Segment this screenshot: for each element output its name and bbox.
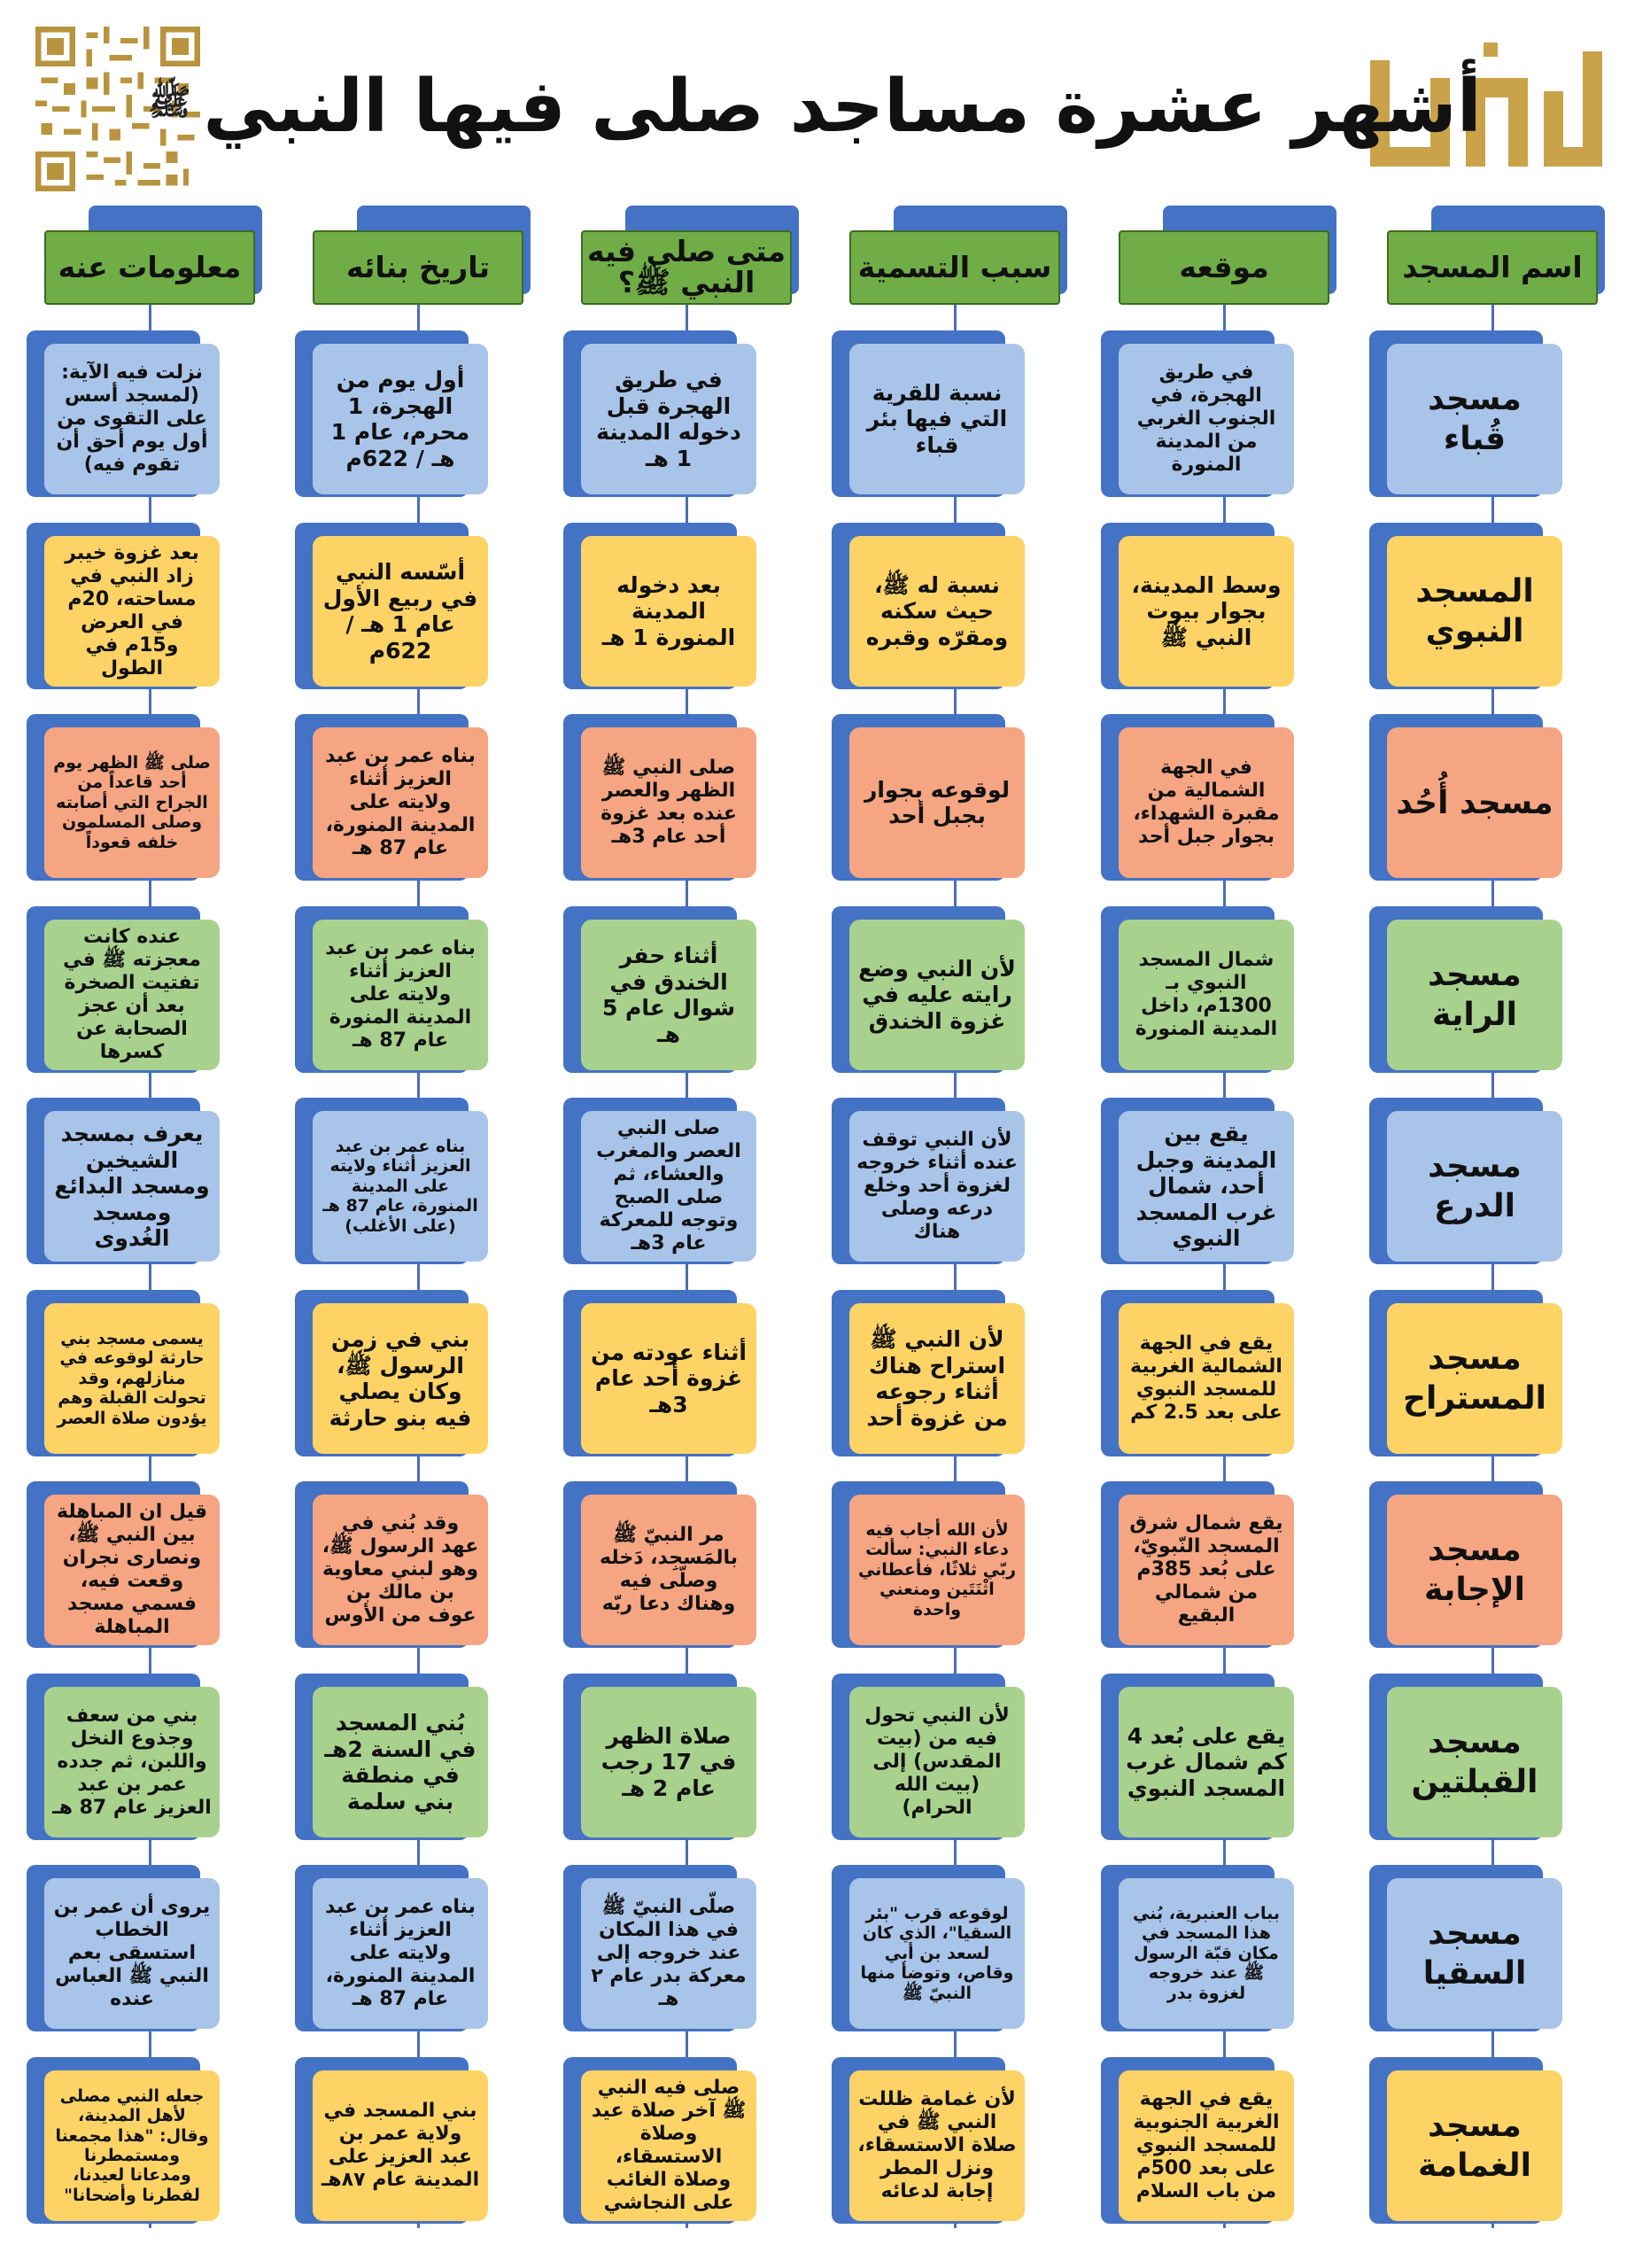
cell-info: نزلت فيه الآية: (لمسجد أسس على التقوى من أول يوم أحق أن تقوم فيه) xyxy=(44,344,220,494)
cell-when: مر النبيّ ﷺ بالمَسجِد، دَخله وصلّى فيه وهناك دعا ربّه xyxy=(581,1495,756,1645)
mosque-name: مسجد أُحُد xyxy=(1387,727,1562,878)
cell-when: صلى النبي العصر والمغرب والعشاء، ثم صلى الصبح وتوجه للمعركة عام 3هـ xyxy=(581,1111,756,1262)
cell-info: يسمى مسجد بني حارثة لوقوعه في منازلهم، وقد تحولت القبلة وهم يؤدون صلاة العصر xyxy=(44,1303,220,1454)
cell-when: في طريق الهجرة قبل دخوله المدينة 1 هـ xyxy=(581,344,756,494)
column-header-when: متى صلى فيه النبي ﷺ؟ xyxy=(581,230,792,305)
cell-location: في طريق الهجرة، في الجنوب الغربي من المدينة المنورة xyxy=(1119,344,1294,494)
cell-info: قيل ان المباهلة بين النبي ﷺ، ونصارى نجران وقعت فيه، فسمي مسجد المباهلة xyxy=(44,1495,220,1645)
mosque-name: مسجد الراية xyxy=(1387,920,1562,1070)
cell-reason: نسبة له ﷺ، حيث سكنه ومقرّه وقبره xyxy=(849,536,1025,687)
cell-info: جعله النبي مصلى لأهل المدينة، وقال: "هذا مجمعنا ومستمطرنا ومدعانا لعيدنا، لفطرنا وأضحانا" xyxy=(44,2070,220,2221)
column-header-reason: سبب التسمية xyxy=(849,230,1060,305)
cell-when: أثناء حفر الخندق في شوال عام 5 هـ xyxy=(581,920,756,1070)
mosque-name: مسجد الغمامة xyxy=(1387,2070,1562,2221)
cell-info: بعد غزوة خيبر زاد النبي في مساحته، 20م في العرض و15م في الطول xyxy=(44,536,220,687)
cell-reason: لوقوعه بجوار بجبل أحد xyxy=(849,727,1025,878)
mosque-name: مسجد الإجابة xyxy=(1387,1495,1562,1645)
cell-built: وقد بُني في عهد الرسول ﷺ، وهو لبني معاوية بن مالك بن عوف من الأوس xyxy=(313,1495,488,1645)
mosque-name: مسجد السقيا xyxy=(1387,1878,1562,2029)
cell-when: صلى النبي ﷺ الظهر والعصر عنده بعد غزوة أحد عام 3هـ xyxy=(581,727,756,878)
cell-reason: نسبة للقرية التي فيها بئر قباء xyxy=(849,344,1025,494)
cell-reason: لوقوعه قرب "بئر السقيا"، الذي كان لسعد بن أبي وقاص، وتوضأ منها النبيّ ﷺ xyxy=(849,1878,1025,2029)
cell-built: بُني المسجد في السنة 2هـ في منطقة بني سلمة xyxy=(313,1687,488,1837)
cell-built: أسّسه النبي في ربيع الأول عام 1 هـ / 622م xyxy=(313,536,488,687)
cell-reason: لأن غمامة ظللت النبي ﷺ في صلاة الاستسقاء، ونزل المطر إجابة لدعائه xyxy=(849,2070,1025,2221)
cell-reason: لأن الله أجاب فيه دعاء النبي: سألت ربّي ثلاثًا، فأعطاني اثْنَتَين ومنعني واحدة xyxy=(849,1495,1025,1645)
cell-reason: لأن النبي ﷺ استراح هناك أثناء رجوعه من غزوة أحد xyxy=(849,1303,1025,1454)
cell-when: بعد دخوله المدينة المنورة 1 هـ xyxy=(581,536,756,687)
mosque-name: مسجد قُباء xyxy=(1387,344,1562,494)
mosque-name: المسجد النبوي xyxy=(1387,536,1562,687)
cell-built: بني في زمن الرسول ﷺ، وكان يصلي فيه بنو حارثة xyxy=(313,1303,488,1454)
cell-location: يقع بين المدينة وجبل أحد، شمال غرب المسجد النبوي xyxy=(1119,1111,1294,1262)
cell-location: شمال المسجد النبوي بـ 1300م، داخل المدينة المنورة xyxy=(1119,920,1294,1070)
title-honorific: ﷺ xyxy=(148,82,191,123)
cell-location: بباب العنبرية، بُني هذا المسجد في مكان قبّة الرسول ﷺ عند خروجه لغزوة بدر xyxy=(1119,1878,1294,2029)
cell-reason: لأن النبي تحول فيه من (بيت المقدس) إلى (بيت الله الحرام) xyxy=(849,1687,1025,1837)
mosque-name: مسجد المستراح xyxy=(1387,1303,1562,1454)
cell-reason: لأن النبي توقف عنده أثناء خروجه لغزوة أحد وخلع درعه وصلى هناك xyxy=(849,1111,1025,1262)
cell-built: بناه عمر بن عبد العزيز أثناء ولايته على المدينة المنورة، عام 87 هـ xyxy=(313,727,488,878)
cell-when: صلى فيه النبي ﷺ آخر صلاة عيد وصلاة الاستسقاء، وصلاة الغائب على النجاشي xyxy=(581,2070,756,2221)
cell-location: في الجهة الشمالية من مقبرة الشهداء، بجوار جبل أحد xyxy=(1119,727,1294,878)
mosque-name: مسجد الدرع xyxy=(1387,1111,1562,1262)
cell-location: وسط المدينة، بجوار بيوت النبي ﷺ xyxy=(1119,536,1294,687)
cell-location: يقع على بُعد 4 كم شمال غرب المسجد النبوي xyxy=(1119,1687,1294,1837)
cell-built: بناه عمر بن عبد العزيز أثناء ولايته على المدينة المنورة، عام 87 هـ (على الأغلب) xyxy=(313,1111,488,1262)
cell-info: عنده كانت معجزته ﷺ في تفتيت الصخرة بعد أن عجز الصحابة عن كسرها xyxy=(44,920,220,1070)
column-header-name: اسم المسجد xyxy=(1387,230,1598,305)
column-header-built: تاريخ بنائه xyxy=(313,230,523,305)
mosque-name: مسجد القبلتين xyxy=(1387,1687,1562,1837)
cell-info: يروى أن عمر بن الخطاب استسقى بعم النبي ﷺ العباس عنده xyxy=(44,1878,220,2029)
cell-when: أثناء عودته من غزوة أحد عام 3هـ xyxy=(581,1303,756,1454)
cell-reason: لأن النبي وضع رايته عليه في غزوة الخندق xyxy=(849,920,1025,1070)
cell-when: صلاة الظهر في 17 رجب عام 2 هـ xyxy=(581,1687,756,1837)
page-title xyxy=(148,49,1482,164)
column-header-info: معلومات عنه xyxy=(44,230,255,305)
cell-location: يقع شمال شرق المسجد النّبويّ، على بُعد 385م من شمالي البقيع xyxy=(1119,1495,1294,1645)
cell-info: صلى ﷺ الظهر يوم أحد قاعداً من الجراح التي أصابته وصلى المسلمون خلفه قعوداً xyxy=(44,727,220,878)
cell-built: بني المسجد في ولاية عمر بن عبد العزيز على المدينة عام ٨٧هـ xyxy=(313,2070,488,2221)
title-text: أشهر عشرة مساجد صلى فيها النبي xyxy=(203,64,1482,149)
column-header-location: موقعه xyxy=(1119,230,1329,305)
cell-built: أول يوم من الهجرة، 1 محرم، عام 1 هـ / 622م xyxy=(313,344,488,494)
cell-location: يقع في الجهة الشمالية الغربية للمسجد النبوي على بعد 2.5 كم xyxy=(1119,1303,1294,1454)
cell-built: بناه عمر بن عبد العزيز أثناء ولايته على المدينة المنورة، عام 87 هـ xyxy=(313,1878,488,2029)
cell-built: بناه عمر بن عبد العزيز أثناء ولايته على المدينة المنورة عام 87 هـ xyxy=(313,920,488,1070)
cell-info: يعرف بمسجد الشيخين ومسجد البدائع ومسجد الغُدوى xyxy=(44,1111,220,1262)
cell-when: صلّى النبيّ ﷺ في هذا المكان عند خروجه إلى معركة بدر عام ٢ هـ xyxy=(581,1878,756,2029)
cell-info: بني من سعف وجذوع النخل واللبن، ثم جدده عمر بن عبد العزيز عام 87 هـ xyxy=(44,1687,220,1837)
cell-location: يقع في الجهة الغربية الجنوبية للمسجد النبوي على بعد 500م من باب السلام xyxy=(1119,2070,1294,2221)
